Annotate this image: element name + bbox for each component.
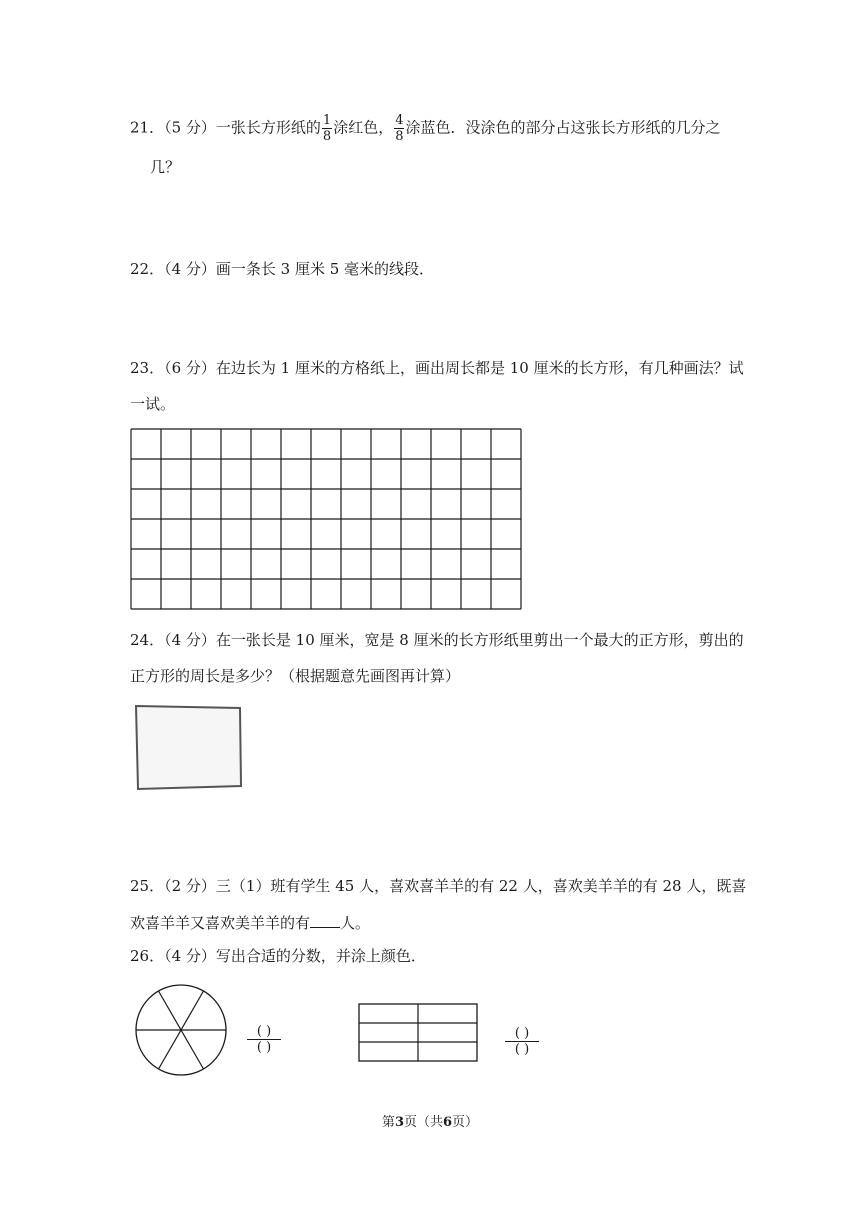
footer-page-number: 3 (394, 1115, 404, 1130)
footer-prefix: 第 (381, 1115, 395, 1130)
footer-middle: 页（共 (403, 1115, 443, 1130)
question-22: 22．（4 分）画一条长 3 厘米 5 毫米的线段． (130, 260, 435, 278)
fraction-denominator: 8 (395, 129, 404, 144)
page-footer (0, 1114, 860, 1132)
question-21-line-1 (130, 113, 721, 144)
q25-suffix: 人。 (340, 914, 371, 932)
fraction-denominator: 8 (322, 129, 332, 144)
fraction-one-eighth (322, 113, 332, 144)
fraction-numerator: ( ) (247, 1024, 281, 1040)
footer-total-pages: 6 (443, 1115, 453, 1130)
fraction-numerator: 1 (322, 113, 332, 128)
question-23-line-2: 一试。 (130, 395, 176, 413)
q25-prefix: 欢喜羊羊又喜欢美羊羊的有 (130, 914, 311, 932)
circle-divided-into-sixths (128, 984, 236, 1076)
question-25-line-2 (130, 913, 370, 933)
question-23-line-1: 23．（6 分）在边长为 1 厘米的方格纸上，画出周长都是 10 厘米的长方形，有几种画法？试 (130, 359, 744, 377)
q21-prefix: 21．（5 分）一张长方形纸的 (130, 118, 321, 137)
blank-fraction-right (505, 1026, 539, 1057)
question-24-line-1: 24．（4 分）在一张长是 10 厘米，宽是 8 厘米的长方形纸里剪出一个最大的正方形，剪出的 (130, 631, 744, 649)
q21-middle: 涂红色， (333, 118, 394, 137)
fraction-denominator: ( ) (256, 1040, 272, 1055)
fraction-numerator: 4 (395, 113, 404, 128)
question-26: 26．（4 分）写出合适的分数，并涂上颜色． (130, 947, 426, 965)
fraction-numerator: ( ) (505, 1026, 539, 1042)
square-grid-paper (130, 428, 524, 612)
question-25-line-1: 25．（2 分）三（1）班有学生 45 人，喜欢喜羊羊的有 22 人，喜欢美羊羊的有 28 人，既喜 (130, 877, 747, 895)
rectangle-divided-into-sixths (358, 1003, 480, 1063)
blank-fraction-left (247, 1024, 281, 1055)
question-21-line-2: 几？ (150, 158, 181, 176)
q21-suffix: 涂蓝色．没涂色的部分占这张长方形纸的几分之 (405, 118, 721, 137)
rectangle-paper-figure (130, 700, 246, 794)
fraction-denominator: ( ) (514, 1042, 530, 1057)
fraction-four-eighths (394, 113, 404, 144)
footer-suffix: 页） (452, 1115, 479, 1130)
question-24-line-2: 正方形的周长是多少？（根据题意先画图再计算） (130, 667, 461, 685)
answer-blank (310, 913, 340, 928)
